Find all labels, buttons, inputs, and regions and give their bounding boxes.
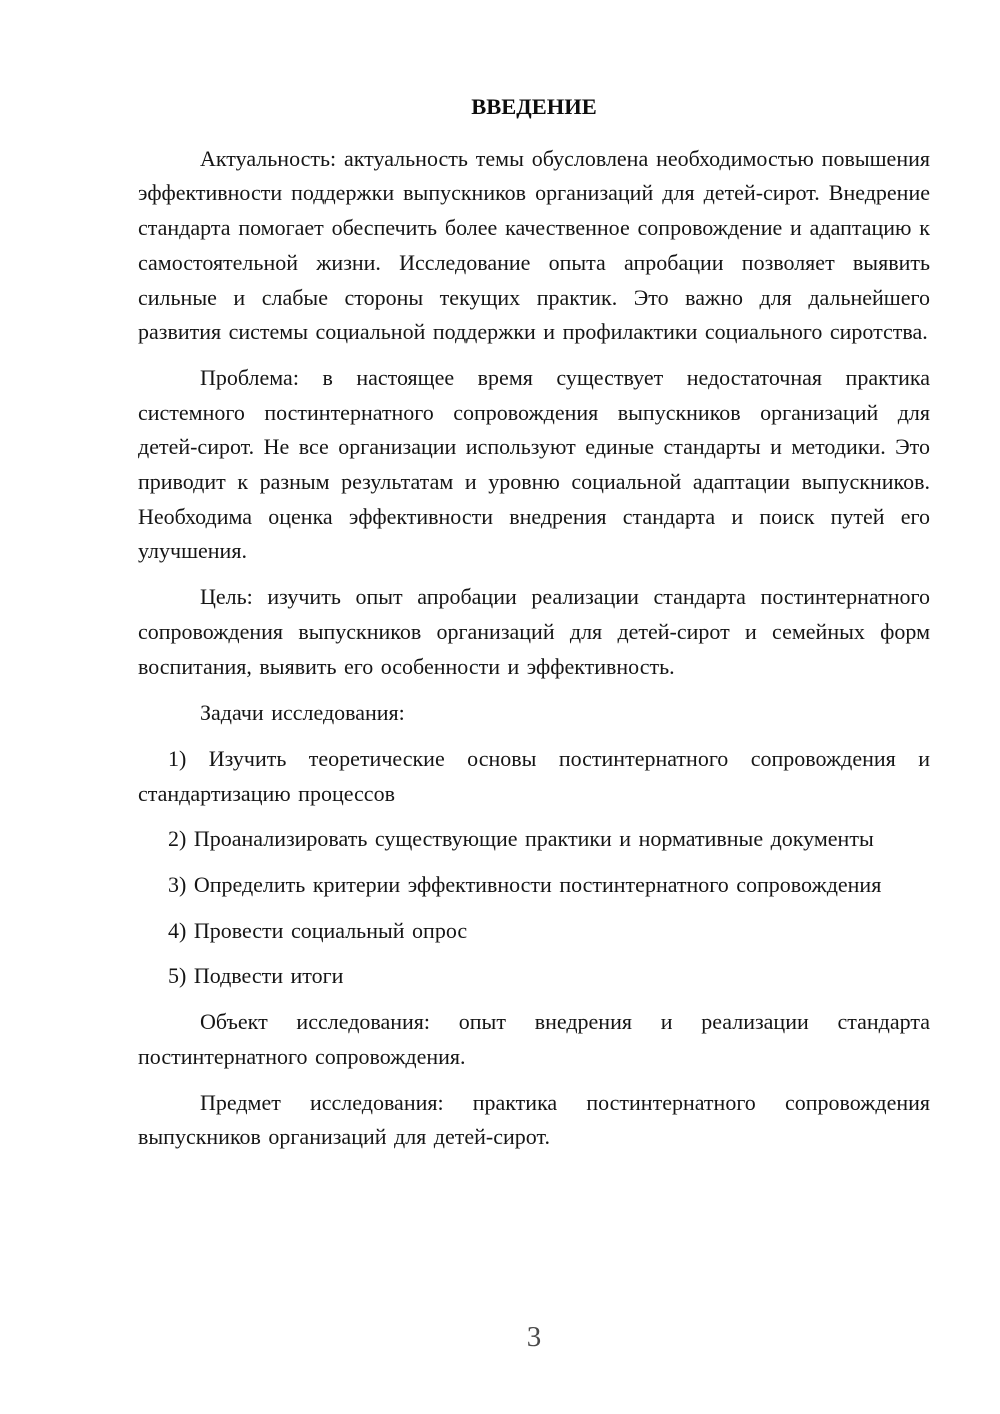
paragraph-subject: Предмет исследования: практика постинтернатного сопровождения выпускников организаций для детей-сирот. [138,1089,930,1150]
task-item-1: 1) Изучить теоретические основы постинтернатного сопровождения и стандартизацию процессов [138,745,930,806]
tasks-list [138,742,930,994]
paragraph-goal: Цель: изучить опыт апробации реализации стандарта постинтернатного сопровождения выпускников организаций для детей-сирот и семейных форм воспитания, выявить его особенности и эффективность. [138,584,930,679]
paragraph-object: Объект исследования: опыт внедрения и реализации стандарта постинтернатного сопровождения. [138,1009,930,1069]
paragraph-relevance: Актуальность: актуальность темы обусловлена необходимостью повышения эффективности поддержки выпускников организаций для детей-сирот. Внедрение стандарта помогает обеспечить более качественное сопровождение и адаптацию к самостоятельной жизни. Исследование опыта апробации позволяет выявить сильные и слабые стороны текущих практик. Это важно для дальнейшего развития системы социальной поддержки и профилактики социального сиротства. [138,145,930,345]
task-item-4: 4) Провести социальный опрос [168,917,468,943]
page-title: ВВЕДЕНИЕ [471,94,597,119]
task-item-3: 3) Определить критерии эффективности постинтернатного сопровождения [168,872,882,898]
paragraph-problem: Проблема: в настоящее время существует недостаточная практика системного постинтернатного сопровождения выпускников организаций для детей-сирот. Не все организации используют единые стандарты и методики. Это приводит к разным результатам и уровню социальной адаптации выпускников. Необходима оценка эффективности внедрения стандарта и поиск путей его улучшения. [138,364,930,564]
page-number: 3 [526,1321,542,1353]
task-item-5: 5) Подвести итоги [168,963,344,989]
task-item-2: 2) Проанализировать существующие практики и нормативные документы [168,826,874,852]
tasks-heading: Задачи исследования: [200,700,405,726]
